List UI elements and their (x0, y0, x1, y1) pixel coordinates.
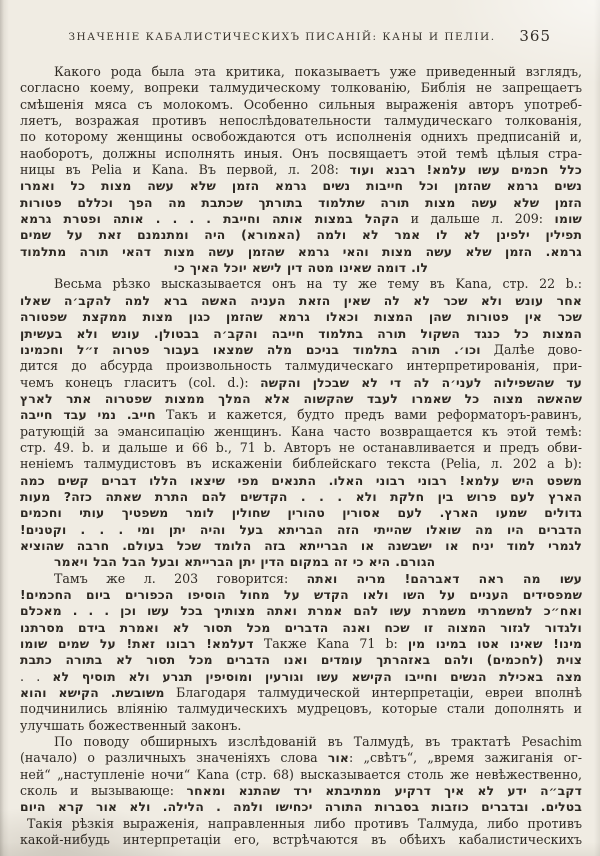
russian-segment: ратующій за эмансипацію женщинъ. Кана часто возвращается къ этой темѣ: (20, 423, 582, 439)
text-line-6 (20, 146, 582, 162)
russian-segment: . . (20, 668, 53, 684)
text-line-16 (20, 309, 582, 325)
text-line-5 (20, 129, 582, 145)
russian-segment: неніемъ талмудистовъ въ искаженіи библейскаго текста (Pelia, л. 202 a b): (20, 456, 582, 472)
text-line-21 (20, 391, 582, 407)
russian-segment: какой-нибудь интерпретаціи его, встрѣчаются въ обѣихъ кабалистическихъ (20, 832, 582, 848)
russian-segment: Такъ и кажется, будто предъ вами реформаторъ-равинъ, (155, 407, 583, 423)
russian-segment: Такія рѣзкія выраженія, направленныя либо противъ Талмуда, либо противъ (27, 815, 582, 831)
hebrew-segment: לארץ אתר שפטרוה ממצות המלך אלא שהקשוה לעבד שאמרו כל מצוה שהאשה (20, 391, 583, 406)
hebrew-segment: שאלו להקב׳ה למה ברא האשה העניה הזאת שאין לה לא שכר ולא עונש אחר (20, 293, 583, 308)
text-line-17 (20, 326, 582, 342)
page-number: 365 (519, 27, 551, 45)
text-line-8 (20, 178, 582, 194)
hebrew-segment: כתבת בתורה לא תסור מכל הדברים ואנו עומדים באזהרתך ולהם (לחכמים) צוית (20, 653, 583, 668)
hebrew-segment: בעשיתן ולא עונש בבטולן. והקב׳ה חייבה בתלמוד תורה השקול כנגד כל המצות (20, 326, 582, 341)
text-line-32 (20, 571, 582, 587)
russian-segment: стр. 49. b. и дальше и 66 b., 71 b. Авторъ не останавливается и предъ обви- (20, 439, 582, 455)
hebrew-segment: וחכמים עותי משפטיך לומר שחולין טהורין אסורין לעם הארץ. שמעו גדולים (20, 506, 583, 521)
russian-segment: Какого рода была эта критика, показываетъ уже приведенный взглядъ, (54, 64, 582, 79)
page-header (0, 0, 600, 58)
text-line-28 (20, 505, 582, 521)
russian-segment: смѣшенія мяса съ молокомъ. Особенно сильныя выраженія авторъ употреб- (20, 96, 582, 112)
hebrew-segment: והוא הקישא משובשת. (20, 686, 165, 701)
russian-segment: по которому женщины освобождаются отъ исполненія однихъ предписаній и, (20, 129, 582, 145)
hebrew-segment: שומו (554, 212, 583, 227)
text-line-47 (20, 816, 582, 832)
text-line-23 (20, 424, 582, 440)
text-line-46 (20, 799, 582, 815)
text-line-7 (20, 162, 582, 178)
russian-segment: ницы въ Pelia и Kana. Въ первой, л. 208: (20, 162, 350, 178)
text-line-12 (20, 244, 582, 260)
text-line-40 (20, 701, 582, 717)
text-line-36 (20, 636, 582, 652)
hebrew-segment: כמה קשים דברים הללו שיצאו מפי התנאים האלו. רבוני רבוני עלמא! היש משפט (20, 473, 583, 488)
hebrew-segment: שמים על זאת ומתנמנם היה (האמורא) ולמה לא אמר לו לא ילפינן תפילין (20, 228, 583, 243)
russian-segment: дится до абсурда произвольность талмудическаго интерпретированія, при- (20, 358, 582, 374)
russian-segment: чемъ конецъ гласитъ (col. d.): (20, 374, 261, 390)
russian-segment: Благодаря талмудической интерпретаціи, евреи вполнѣ (164, 685, 583, 701)
hebrew-segment: ומאחר שהתנא ירד ממתיבתא דרקיע איך לא ידע דקב״ה (186, 784, 583, 799)
hebrew-segment: גרמא ופטרת אותה . . . . וחייבת אותה במצות הקהל (20, 212, 400, 227)
russian-segment: Тамъ же л. 203 говорится: (54, 570, 307, 586)
hebrew-segment: החכמים! ביום הכפורים הוסיפו מחול על הקדש ולאו השו על העניים שמפסידים (20, 588, 583, 602)
text-line-15 (20, 293, 582, 309)
russian-segment: согласно коему, вопреки талмудическому толкованію, Библія не запрещаетъ (20, 80, 582, 96)
russian-segment: : „свѣтъ“, „время зажиганія ог- (349, 750, 583, 766)
text-line-22 (20, 407, 582, 423)
text-line-48 (20, 832, 582, 848)
text-line-34 (20, 603, 582, 619)
text-line-3 (20, 97, 582, 113)
text-line-1 (20, 64, 582, 80)
hebrew-segment: מסרתנו בידם ואמרת לא תסור מכל הדברים ואנה שכח זו המצוה לגזור ולגדור (20, 620, 582, 635)
text-line-35 (20, 620, 582, 636)
hebrew-segment: כי האיך יוכל לישא דין מטה שאינו דומה לו. (173, 261, 429, 276)
text-line-24 (20, 440, 582, 456)
hebrew-segment: וחכמינו ז״ל פטרוה בעבור שמצאו מלה בניכם בתלמוד תורה וכו׳. (20, 342, 481, 357)
text-line-11 (20, 227, 582, 243)
text-line-14 (20, 276, 582, 292)
russian-segment: улучшать божественный законъ. (20, 717, 242, 733)
hebrew-segment: ויאמר הבל הבל ובעל הברייתא יתן הדין במקום זה כי היא הגורם. (54, 555, 436, 570)
text-line-45 (20, 783, 582, 799)
hebrew-segment: ואמרו כל מצות עשה שלא הזמן גרמא נשים חייבות וכל שהזמן גרמא נשים (20, 179, 582, 194)
hebrew-segment: לא תוסיף ולא תגרע ומוסיפין וגורעין עשו הקישא וחייבו הנשים באכילת מצה (52, 669, 583, 684)
text-line-4 (20, 113, 582, 129)
text-line-13 (20, 260, 582, 276)
text-line-41 (20, 718, 582, 734)
hebrew-segment: היום קרא אור ולא הלילה. . ולמה יכחישו התורה בסברות כוזבות ובדברים בטלים. (20, 800, 583, 815)
russian-segment: ней“ „наступленіе ночи“ Kana (стр. 68) высказывается столь же невѣжественно, (20, 766, 582, 782)
text-line-26 (20, 473, 582, 489)
russian-segment: и дальше л. 209: (399, 211, 555, 227)
russian-segment: подчинились вліянію талмудическихъ мудрецовъ, которые стали дополнять и (20, 701, 582, 717)
text-line-20 (20, 375, 582, 391)
text-line-39 (20, 685, 582, 701)
text-line-25 (20, 456, 582, 472)
text-line-37 (20, 652, 582, 668)
russian-segment: наоборотъ, должны исполнять иныя. Онъ посвящаетъ этой темѣ цѣлыя стра- (20, 145, 582, 161)
hebrew-segment: ועוד רבנא עלמא! עשו חכמים כלל (349, 163, 583, 178)
hebrew-segment: שפטורה ממקצת מצות כגון שהזמן גרמא וכאלו המצות שהן פטורות אין שכר (20, 310, 583, 325)
text-block (0, 58, 600, 849)
text-line-10 (20, 211, 582, 227)
hebrew-segment: ואתה מריה דאברהם! ראה מה עשו (306, 571, 583, 586)
hebrew-segment: אור (327, 751, 350, 766)
text-line-42 (20, 734, 582, 750)
russian-segment: ляетъ, возражая противъ непослѣдовательности талмудическаго толкованія, (20, 113, 582, 129)
hebrew-segment: וקטנים! . . . ומי יתן והיה בעל הבריתא הזה שהייתי שואלו מה היו הדברים (20, 522, 582, 537)
text-line-18 (20, 342, 582, 358)
text-line-33 (20, 587, 582, 603)
russian-segment: (начало) о различныхъ значеніяхъ слова (20, 750, 328, 766)
running-head: ЗНАЧЕНІЕ КАБАЛИСТИЧЕСКИХЪ ПИСАНІЙ: КАНЫ И ПЕЛІИ. (68, 31, 496, 43)
russian-segment: Также Kana 71 b: (253, 636, 408, 652)
hebrew-segment: שהוציא חרבה בעולם. שכל הלומד בזה הברייתא או ישבשנה או יניח למוד לגמרי (20, 538, 582, 553)
text-line-30 (20, 538, 582, 554)
hebrew-segment: שומו שמים על זאת! רבונו דעלמא! (20, 637, 254, 652)
text-line-44 (20, 767, 582, 783)
text-line-9 (20, 195, 582, 211)
russian-segment: По поводу обширныхъ изслѣдованій въ Талмудѣ, въ трактатѣ Pesachim (54, 734, 582, 750)
text-line-31 (20, 554, 582, 570)
russian-segment: Весьма рѣзко высказывается онъ на ту же тему въ Kana, стр. 22 b.: (54, 276, 582, 292)
russian-segment: сколь и вызывающе: (20, 783, 187, 799)
text-line-38 (20, 669, 582, 685)
hebrew-segment: פטורות וכללם הפך מה שכתבת בתורתך שתלמוד תורה מצות עשה שלא הזמן (20, 195, 583, 210)
text-line-27 (20, 489, 582, 505)
hebrew-segment: מין במינו אטו שאינו מינו! (407, 637, 583, 652)
hebrew-segment: מתלמוד תורה דהאי מצות עשה שהזמן גרמא והאי מצות עשה שלא הזמן גרמא. (20, 244, 582, 259)
hebrew-segment: חייבה עבד נמי חייב. (20, 408, 156, 423)
text-line-43 (20, 750, 582, 766)
hebrew-segment: מעות כזה? שאתה התרת להם הקדשים . . . ולא חלקת בין פרוש לעם הארץ (20, 489, 583, 504)
hebrew-segment: מאכלם . . . וכן עשו בכל מצותיך ואתה אמרת להם עשו משמרת למשמרתי ואח״כ (20, 604, 583, 619)
text-line-29 (20, 522, 582, 538)
text-line-2 (20, 80, 582, 96)
hebrew-segment: והקשה שבכלן לא די לה לעני׳ה שהשפילוה עד (260, 375, 583, 390)
russian-segment: Далѣе дово- (480, 341, 582, 357)
text-line-19 (20, 358, 582, 374)
